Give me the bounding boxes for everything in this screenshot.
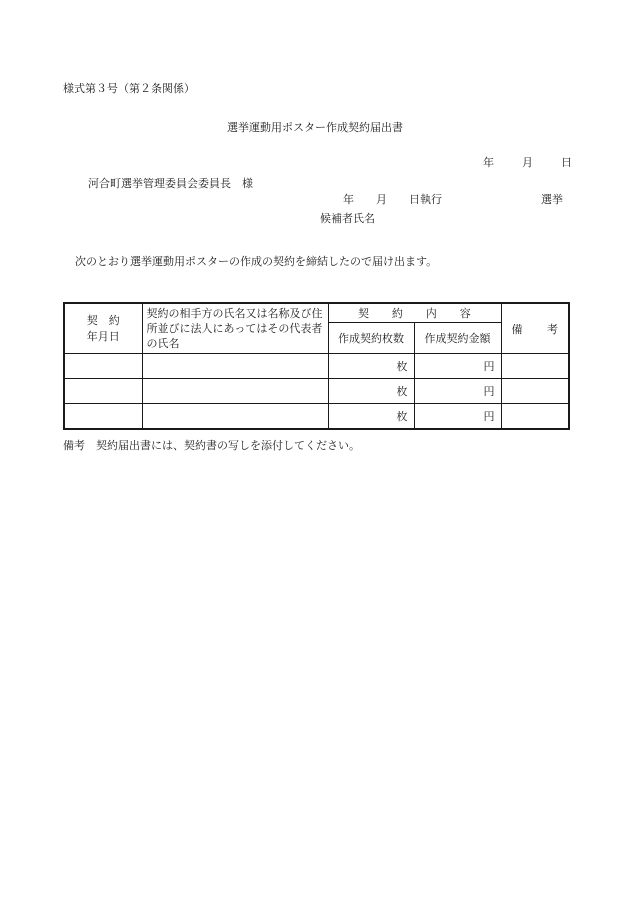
election-word: 選挙 xyxy=(541,193,563,206)
count-cell[interactable]: 枚 xyxy=(328,404,414,430)
counterparty-cell[interactable] xyxy=(142,404,328,430)
header-amount: 作成契約金額 xyxy=(414,323,501,354)
election-date: 年 月 日執行 xyxy=(343,193,442,206)
contract-table xyxy=(63,302,570,430)
amount-cell[interactable]: 円 xyxy=(414,379,501,404)
count-cell[interactable]: 枚 xyxy=(328,354,414,379)
header-contract-content: 契 約 内 容 xyxy=(328,303,501,323)
table-row xyxy=(64,404,569,430)
year-label: 年 xyxy=(483,156,494,169)
header-remarks xyxy=(501,303,569,354)
month-label: 月 xyxy=(522,156,533,169)
header-contract-date-line1: 契 約 xyxy=(86,313,120,327)
form-number: 様式第３号（第２条関係） xyxy=(63,82,195,95)
remarks-cell[interactable] xyxy=(501,354,569,379)
count-cell[interactable]: 枚 xyxy=(328,379,414,404)
amount-cell[interactable]: 円 xyxy=(414,354,501,379)
counterparty-cell[interactable] xyxy=(142,379,328,404)
candidate-name-label: 候補者氏名 xyxy=(320,212,375,225)
counterparty-cell[interactable] xyxy=(142,354,328,379)
header-remarks-char1: 備 xyxy=(511,322,523,336)
remarks-cell[interactable] xyxy=(501,404,569,430)
date-cell[interactable] xyxy=(64,379,142,404)
remarks-note: 備考 契約届出書には、契約書の写しを添付してください。 xyxy=(63,439,360,452)
amount-cell[interactable]: 円 xyxy=(414,404,501,430)
day-label: 日 xyxy=(561,156,572,169)
header-contract-date xyxy=(64,303,142,354)
date-cell[interactable] xyxy=(64,404,142,430)
intro-text: 次のとおり選挙運動用ポスターの作成の契約を締結したので届け出ます。 xyxy=(75,255,438,268)
submission-date-line xyxy=(483,157,572,168)
addressee: 河合町選挙管理委員会委員長 様 xyxy=(88,177,253,190)
header-remarks-char2: 考 xyxy=(547,322,558,336)
header-contract-date-line2: 年月日 xyxy=(86,329,120,343)
header-count: 作成契約枚数 xyxy=(328,323,414,354)
remarks-cell[interactable] xyxy=(501,379,569,404)
table-row xyxy=(64,379,569,404)
date-cell[interactable] xyxy=(64,354,142,379)
table-row xyxy=(64,354,569,379)
header-counterparty: 契約の相手方の氏名又は名称及び住所並びに法人にあってはその代表者の氏名 xyxy=(142,303,328,354)
document-title: 選挙運動用ポスター作成契約届出書 xyxy=(227,121,403,134)
